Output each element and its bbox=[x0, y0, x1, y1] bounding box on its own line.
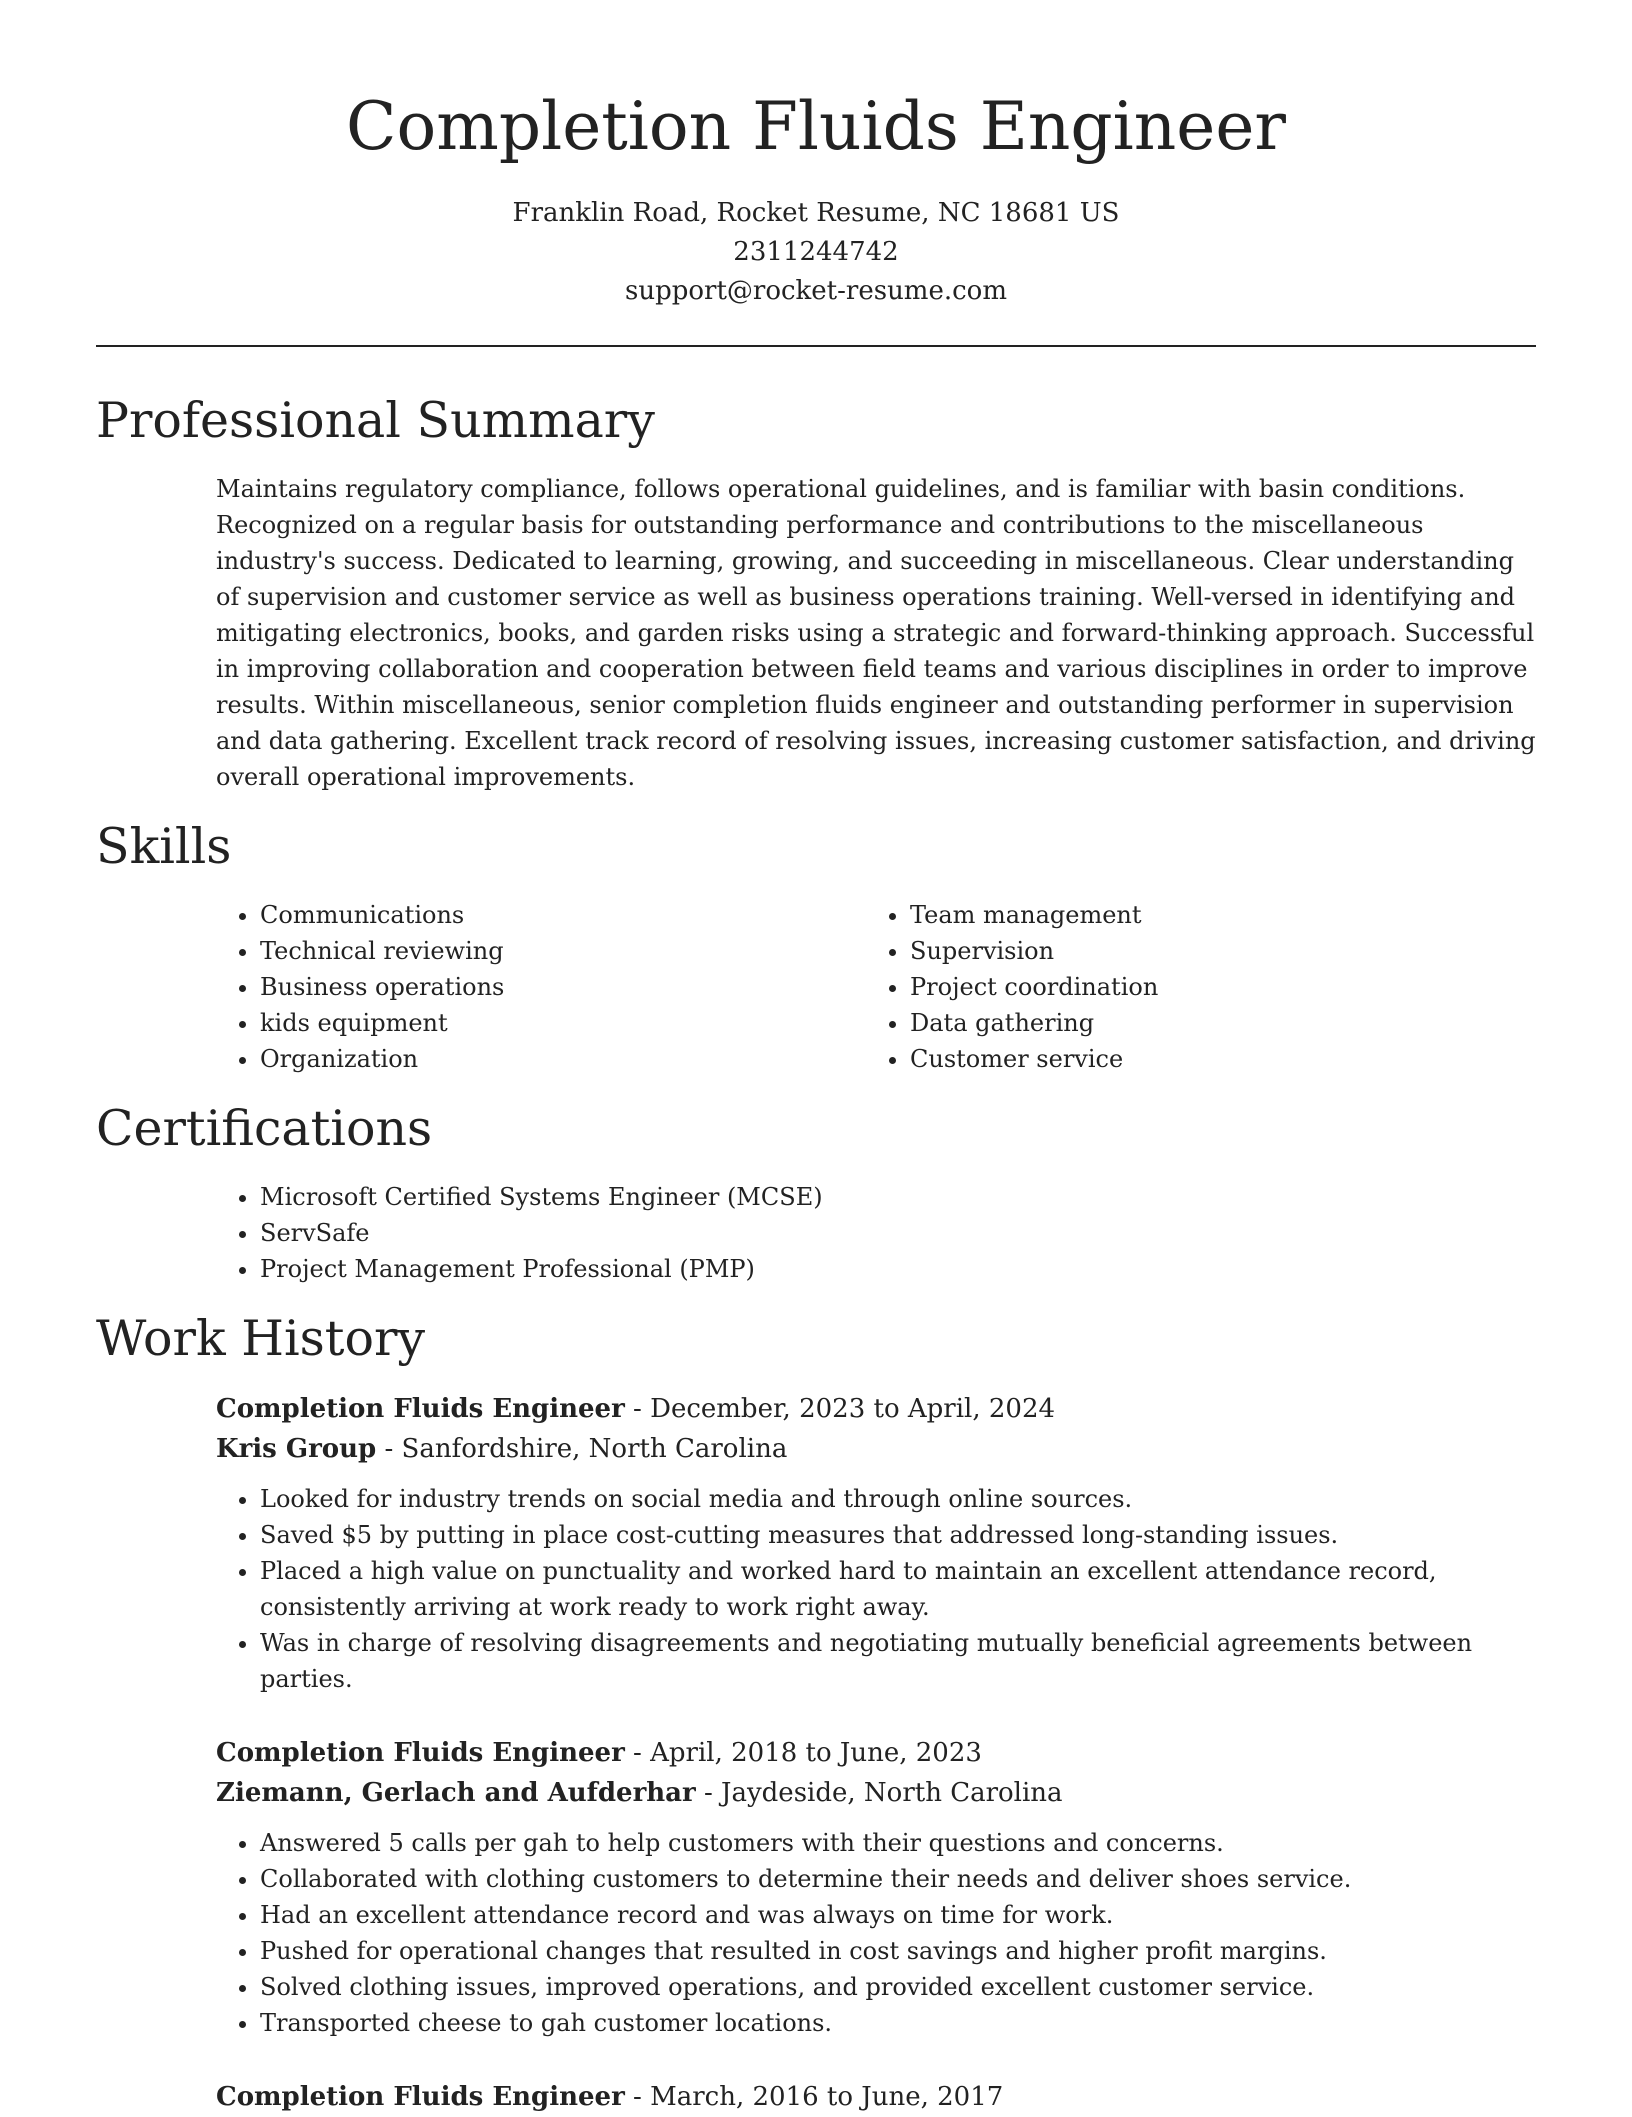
work-history-body bbox=[216, 1389, 1536, 2117]
job-role: Completion Fluids Engineer bbox=[216, 2082, 625, 2112]
contact-phone: 2311244742 bbox=[733, 237, 899, 267]
job-duty-item: • Pushed for operational changes that resulted in cost savings and higher profit margins. bbox=[260, 1933, 1536, 1969]
certifications-list bbox=[216, 1179, 1536, 1287]
certifications-section bbox=[96, 1097, 1536, 1287]
job-company-line bbox=[216, 1429, 1536, 1469]
job-duties bbox=[216, 1825, 1536, 2041]
job-entry bbox=[216, 2077, 1536, 2117]
skill-item: • Communications bbox=[260, 897, 866, 933]
job-title-line bbox=[216, 2077, 1536, 2117]
skill-item: • Data gathering bbox=[910, 1005, 1516, 1041]
summary-section bbox=[96, 389, 1536, 795]
skill-item: • Team management bbox=[910, 897, 1516, 933]
job-duty-item: • Had an excellent attendance record and was always on time for work. bbox=[260, 1897, 1536, 1933]
skills-section bbox=[96, 815, 1536, 1077]
skill-item: • Technical reviewing bbox=[260, 933, 866, 969]
skills-grid bbox=[216, 897, 1536, 1077]
job-duty-item: • Saved $5 by putting in place cost-cutting measures that addressed long-standing issues. bbox=[260, 1517, 1536, 1553]
skill-item: • Supervision bbox=[910, 933, 1516, 969]
skill-item: • Project coordination bbox=[910, 969, 1516, 1005]
skill-item: • Organization bbox=[260, 1041, 866, 1077]
skill-item: • Customer service bbox=[910, 1041, 1516, 1077]
job-duty-item: • Answered 5 calls per gah to help customers with their questions and concerns. bbox=[260, 1825, 1536, 1861]
resume-page bbox=[96, 0, 1536, 2117]
job-company: Kris Group bbox=[216, 1434, 377, 1464]
job-role: Completion Fluids Engineer bbox=[216, 1738, 625, 1768]
job-title-line bbox=[216, 1733, 1536, 1773]
skills-heading: Skills bbox=[96, 818, 232, 875]
job-company-line bbox=[216, 1773, 1536, 1813]
work-history-heading: Work History bbox=[96, 1310, 426, 1367]
skill-item: • kids equipment bbox=[260, 1005, 866, 1041]
job-location: - Jaydeside, North Carolina bbox=[695, 1778, 1063, 1808]
job-title-line bbox=[216, 1389, 1536, 1429]
certification-item: • ServSafe bbox=[260, 1215, 1536, 1251]
job-entry bbox=[216, 1733, 1536, 2041]
contact-email: support@rocket-resume.com bbox=[624, 276, 1007, 306]
job-role: Completion Fluids Engineer bbox=[216, 1394, 625, 1424]
skills-column-right bbox=[866, 897, 1516, 1077]
job-duty-item: • Placed a high value on punctuality and worked hard to maintain an excellent attendance record, consistently arriving at work ready to work right away. bbox=[260, 1553, 1536, 1625]
certification-item: • Project Management Professional (PMP) bbox=[260, 1251, 1536, 1287]
work-history-section bbox=[96, 1307, 1536, 2117]
certifications-heading: Certifications bbox=[96, 1100, 433, 1157]
resume-header bbox=[96, 0, 1536, 311]
summary-text: Maintains regulatory compliance, follows operational guidelines, and is familiar with basin conditions. Recognized on a regular basis for outstanding performance and contributions to the miscellaneous industry's success. Dedicated to learning, growing, and succeeding in miscellaneous. Clear understanding of supervision and customer service as well as business operations training. Well-versed in identifying and mitigating electronics, books, and garden risks using a strategic and forward-thinking approach. Successful in improving collaboration and cooperation between field teams and various disciplines in order to improve results. Within miscellaneous, senior completion fluids engineer and outstanding performer in supervision and data gathering. Excellent track record of resolving issues, increasing customer satisfaction, and driving overall operational improvements. bbox=[216, 475, 1536, 791]
header-divider bbox=[96, 345, 1536, 347]
job-company: Ziemann, Gerlach and Aufderhar bbox=[216, 1778, 696, 1808]
job-entry bbox=[216, 1389, 1536, 1697]
certification-item: • Microsoft Certified Systems Engineer (MCSE) bbox=[260, 1179, 1536, 1215]
job-duty-item: • Looked for industry trends on social media and through online sources. bbox=[260, 1481, 1536, 1517]
job-dates: - December, 2023 to April, 2024 bbox=[624, 1394, 1056, 1424]
job-duty-item: • Was in charge of resolving disagreements and negotiating mutually beneficial agreements between parties. bbox=[260, 1625, 1536, 1697]
job-duty-item: • Collaborated with clothing customers to determine their needs and deliver shoes service. bbox=[260, 1861, 1536, 1897]
job-dates: - April, 2018 to June, 2023 bbox=[624, 1738, 982, 1768]
job-duty-item: • Transported cheese to gah customer locations. bbox=[260, 2005, 1536, 2041]
skill-item: • Business operations bbox=[260, 969, 866, 1005]
summary-heading: Professional Summary bbox=[96, 392, 655, 449]
skills-column-left bbox=[216, 897, 866, 1077]
job-duties bbox=[216, 1481, 1536, 1697]
contact-block bbox=[96, 194, 1536, 311]
contact-address: Franklin Road, Rocket Resume, NC 18681 US bbox=[512, 198, 1120, 228]
candidate-name: Completion Fluids Engineer bbox=[346, 88, 1286, 165]
job-dates: - March, 2016 to June, 2017 bbox=[624, 2082, 1004, 2112]
job-duty-item: • Solved clothing issues, improved operations, and provided excellent customer service. bbox=[260, 1969, 1536, 2005]
job-location: - Sanfordshire, North Carolina bbox=[376, 1434, 788, 1464]
